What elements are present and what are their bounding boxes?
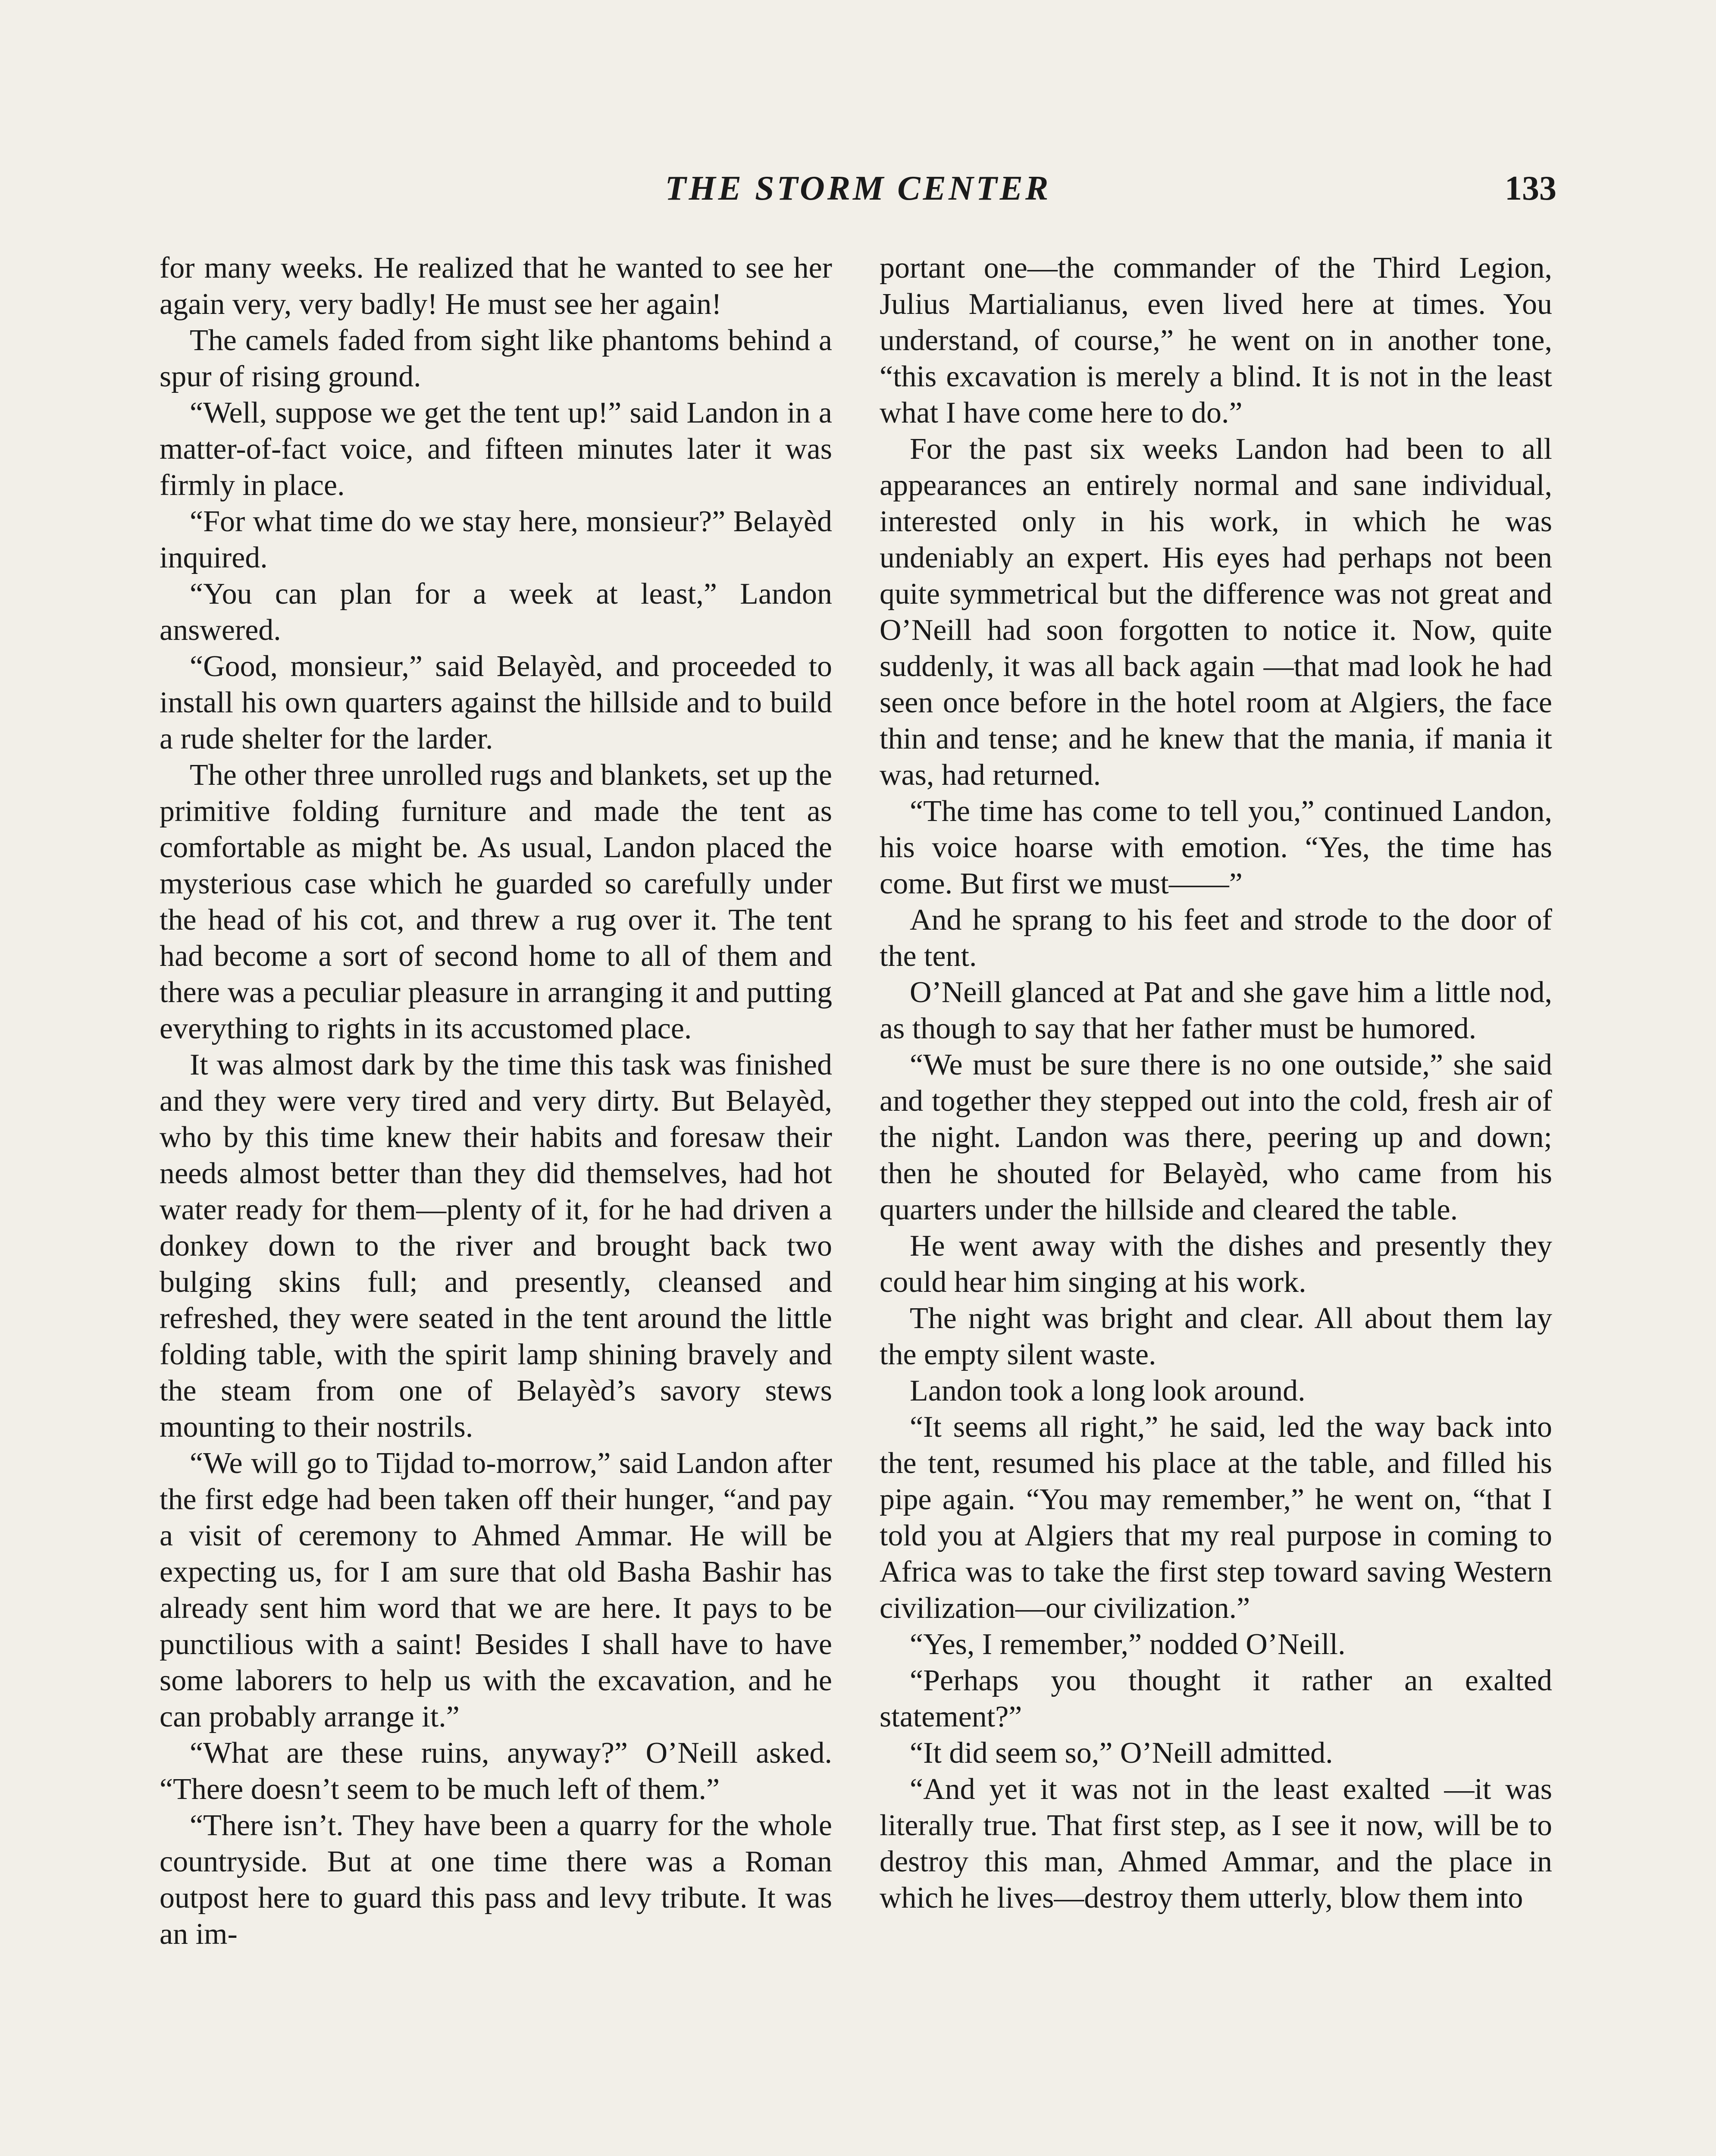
paragraph: The other three unrolled rugs and blankets, set up the primitive folding furniture and made the tent as comfortable as might be. As usual, Landon placed the mysterious case which he guarded so carefully under the head of his cot, and threw a rug over it. The tent had become a sort of second home to all of them and there was a peculiar pleasure in arranging it and putting everything to rights in its accustomed place. [160,758,832,1045]
paragraph: “And yet it was not in the least exalted —it was literally true. That first step, as I see it now, will be to destroy this man, Ahmed Ammar, and the place in which he lives—destroy them utterly, blow them into [880,1773,1552,1915]
paragraph: “Good, monsieur,” said Belayèd, and proceeded to install his own quarters against the hillside and to build a rude shelter for the larder. [160,650,832,755]
left-column [160,250,832,1952]
paragraph: “Perhaps you thought it rather an exalted statement?” [880,1664,1552,1733]
paragraph: “For what time do we stay here, monsieur?” Belayèd inquired. [160,505,832,574]
paragraph: portant one—the commander of the Third Legion, Julius Martialianus, even lived here at times. You understand, of course,” he went on in another tone, “this excavation is merely a blind. It is not in the least what I have come here to do.” [880,251,1552,429]
paragraph: “Well, suppose we get the tent up!” said Landon in a matter-of-fact voice, and fifteen minutes later it was firmly in place. [160,396,832,502]
paragraph: The camels faded from sight like phantoms behind a spur of rising ground. [160,324,832,393]
paragraph: “The time has come to tell you,” continued Landon, his voice hoarse with emotion. “Yes, the time has come. But first we must——” [880,795,1552,900]
paragraph: Landon took a long look around. [910,1374,1306,1407]
paragraph: O’Neill glanced at Pat and she gave him a little nod, as though to say that her father must be humored. [880,976,1552,1045]
paragraph: for many weeks. He realized that he wanted to see her again very, very badly! He must see her again! [160,251,832,321]
paragraph: “We must be sure there is no one outside,” she said and together they stepped out into the cold, fresh air of the night. Landon was there, peering up and down; then he shouted for Belayèd, who came from his quarters under the hillside and cleared the table. [880,1048,1552,1226]
paragraph: “It seems all right,” he said, led the way back into the tent, resumed his place at the table, and filled his pipe again. “You may remember,” he went on, “that I told you at Algiers that my real purpose in coming to Africa was to take the first step toward saving Western civilization—our civilization.” [880,1410,1552,1625]
paragraph: “Yes, I remember,” nodded O’Neill. [910,1628,1346,1661]
right-column [880,250,1552,1916]
paragraph: “There isn’t. They have been a quarry for the whole countryside. But at one time there was a Roman outpost here to guard this pass and levy tribute. It was an im- [160,1809,832,1951]
paragraph: He went away with the dishes and presently they could hear him singing at his work. [880,1229,1552,1299]
paragraph: And he sprang to his feet and strode to the door of the tent. [880,903,1552,973]
running-title: THE STORM CENTER [665,169,1051,207]
paragraph: “We will go to Tijdad to-morrow,” said Landon after the first edge had been taken off their hunger, “and pay a visit of ceremony to Ahmed Ammar. He will be expecting us, for I am sure that old Basha Bashir has already sent him word that we are here. It pays to be punctilious with a saint! Besides I shall have to have some laborers to help us with the excavation, and he can probably arrange it.” [160,1447,832,1733]
paragraph: “What are these ruins, anyway?” O’Neill asked. “There doesn’t seem to be much left of them.” [160,1736,832,1806]
paragraph: For the past six weeks Landon had been to all appearances an entirely normal and sane individual, interested only in his work, in which he was undeniably an expert. His eyes had perhaps not been quite symmetrical but the difference was not great and O’Neill had soon forgotten to notice it. Now, quite suddenly, it was all back again —that mad look he had seen once before in the hotel room at Algiers, the face thin and tense; and he knew that the mania, if mania it was, had returned. [880,432,1552,792]
paragraph: It was almost dark by the time this task was finished and they were very tired and very dirty. But Belayèd, who by this time knew their habits and foresaw their needs almost better than they did themselves, had hot water ready for them—plenty of it, for he had driven a donkey down to the river and brought back two bulging skins full; and presently, cleansed and refreshed, they were seated in the tent around the little folding table, with the spirit lamp shining bravely and the steam from one of Belayèd’s savory stews mounting to their nostrils. [160,1048,832,1444]
page-number: 133 [1505,169,1556,207]
paragraph: “You can plan for a week at least,” Landon answered. [160,577,832,647]
paragraph: The night was bright and clear. All about them lay the empty silent waste. [880,1302,1552,1371]
paragraph: “It did seem so,” O’Neill admitted. [910,1736,1333,1770]
